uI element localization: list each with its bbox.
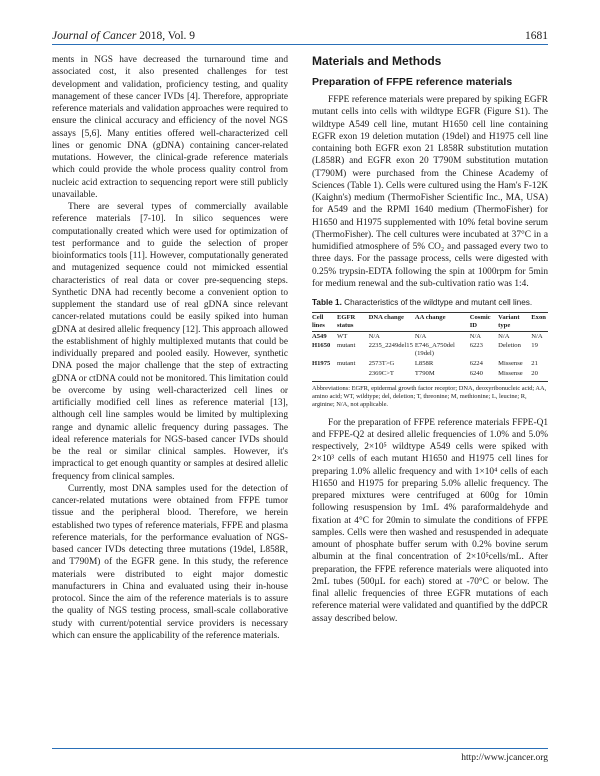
table-footnote: Abbreviations: EGFR, epidermal growth factor receptor; DNA, deoxyribonucleic acid; AA, amino acid; WT, wildtype; del, deletion; T, threonine; M, methionine; L, leucine; R, arginine; N/A, not applicable. [312,384,547,408]
table-cell: mutant [336,359,356,367]
journal-name: Journal of Cancer [52,30,137,42]
table-header-cell: EGFR status [337,313,369,332]
table-cell: 2369C>T [369,369,415,381]
table-header-cell: Cell lines [312,313,337,332]
left-paragraph-2: There are several types of commercially available reference materials [7-10]. In silico sequences were computationally created which were used for optimization of test performance and to guide the selection of proper bioinformatics tools [11]. However, computationally generated and mutagenized sequence could not mimicked essential characteristics of real data or cover pre-sequencing steps. Synthetic DNA had recently become a convenient option to supplement the standard use of real gDNA since relevant cancer-related mutations could be easily spiked into human gDNA at desired allelic frequency [12]. This approach allowed the establishment of highly multiplexed mutants that could be individually prepared and pooled easily. However, synthetic DNA posed the major challenge that the step of extracting gDNA or ctDNA could not be monitored. This limitation could be overcome by using well-characterized cell lines or artificially modified cell lines as reference material [13], although cell line samples would be limited by multiplexing range and dynamic allelic frequency during passages. The ideal reference materials for NGS-based cancer IVDs should be the real or similar clinical samples. However, it's impractical to get enough quantity or samples at desired allelic frequency from clinical samples. [52,202,288,482]
table-cell: Missense [498,359,523,367]
table-header-cell: Exon [531,313,548,332]
table-1 [312,298,548,409]
table-cell: E746_A750del (19del) [414,342,455,358]
table-cell: 2235_2249del15 [368,342,413,350]
left-column [52,54,288,642]
table-row [312,341,548,359]
right-column [312,54,548,625]
table-header-cell: Cosmic ID [470,313,498,332]
table-cell: 19 [531,342,538,350]
running-header [52,24,548,42]
left-paragraph-3: Currently, most DNA samples used for the detection of cancer-related mutations were obtained from FFPE tumor tissue and the peripheral blood. Therefore, we herein established two types of reference materials, FFPE and plasma reference materials, for the performance evaluation of NGS-based cancer IVDs detecting three mutations (19del, L858R, and T790M) of the EGFR gene. In this study, the reference materials were distributed to eight major domestic manufacturers in China and evaluated using their in-house protocol. Since the aim of the reference materials is to assure the quality of NGS testing process, small-scale collaborative study with current/potential service providers is necessary which can ensure the applicability of the reference materials. [52,483,288,641]
subsection-title: Preparation of FFPE reference materials [312,76,513,88]
cell-lines-table [312,312,548,382]
page-footer [52,748,548,763]
header-rule [52,44,548,45]
journal-volume: 2018, Vol. 9 [136,30,196,42]
table-cell [312,369,337,381]
journal-citation [52,30,195,42]
table-cell: 2573T>G [368,359,395,367]
table-header-cell: DNA change [369,313,415,332]
table-cell: N/A [498,332,510,340]
table-cell: WT [336,332,348,340]
table-cell: mutant [336,342,356,350]
methods-paragraph-2: For the preparation of FFPE reference materials FFPE-Q1 and FFPE-Q2 at desired allelic frequencies of 1.0% and 5.0% respectively, 2×10⁵ wildtype A549 cells were spiked with 2×10³ cells of each mutant H1650 and H1975 cell lines for preparing 1.0% allelic frequency and with 1×10⁴ cells of each H1650 and H1975 for preparing 5.0% allelic frequency. The prepared mixtures were centrifuged at 600g for 10min following resuspension by 1mL 4% paraformaldehyde and fixation at 4°C for 20min to simulate the conditions of FFPE samples. Cells were then washed and resuspended in adequate amount of phosphate buffer serum with 0.2% bovine serum albumin at the final concentration of 2×10⁵cells/mL. After preparation, the FFPE reference materials were aliquoted into 2mL tubes (500µL for each) stored at -70°C or below. The final allelic frequencies of three EGFR mutations of each reference material were validated and quantified by the ddPCR assay described below. [312,417,548,624]
table-cell: H1975 [312,359,331,367]
table-header-cell: AA change [415,313,470,332]
page-number: 1681 [525,30,548,42]
table-cell: T790M [415,369,470,381]
table-cell: 6223 [469,342,483,350]
table-row [312,359,548,369]
table-caption [312,298,548,308]
table-header-row [312,313,548,332]
table-cell: 6224 [469,359,483,367]
left-paragraph-1: ments in NGS have decreased the turnaround time and associated cost, it also presented challenges for test development and validation, proficiency testing, and quality management of these cancer IVDs [4]. Therefore, appropriate reference materials and validation approaches were required to ensure the clinical accuracy and efficiency of the novel NGS assays [5,6]. Many entities offered well-characterized cell lines or genomic DNA (gDNA) containing cancer-related mutations. However, the clinical-grade reference materials which could provide the whole process quality control from nucleic acid extraction to sequencing report were still publicly unavailable. [52,55,288,200]
methods-paragraph-1: FFPE reference materials were prepared by spiking EGFR mutant cells into cells with wildtype EGFR (Figure S1). The wildtype A549 cell line, mutant H1650 cell line containing EGFR exon 19 deletion mutation (19del) and H1975 cell line containing both EGFR exon 21 L858R substitution mutation (L858R) and EGFR exon 20 T790M substitution mutation (T790M) were purchased from the Chinese Academy of Sciences (Table 1). Cells were cultured using the Ham's F-12K (Kaighn's) medium (ThermoFisher Scientific Inc., MA, USA) for A549 and the RPMI 1640 medium (ThermoFisher) for H1650 and H1975 supplemented with 10% fetal bovine serum (ThermoFisher). The cell cultures were incubated at 37°C in a humidified atmosphere of 5% CO₂ and passaged every two to three days. For the passage process, cells were digested with 0.25% trypsin-EDTA following the spin at 1000rpm for 5min for medium renewal and the sub-cultivation ratio was 1:4. [312,95,548,289]
table-cell: N/A [469,332,482,340]
table-caption-label: Table 1. [312,298,342,307]
table-cell: N/A [368,332,380,340]
table-cell: H1650 [312,342,331,350]
table-cell [337,369,369,381]
table-header-cell: Variant type [498,313,531,332]
table-cell: Deletion [498,342,521,350]
table-cell: Missense [498,369,531,381]
table-cell: 6240 [470,369,498,381]
table-cell: 21 [531,359,538,367]
journal-url-link[interactable]: http://www.jcancer.org [461,753,548,763]
section-title: Materials and Methods [312,54,442,68]
table-cell: N/A [414,332,427,340]
table-cell: 20 [531,369,548,381]
table-row [312,331,548,341]
table-cell: N/A [531,332,543,340]
table-row [312,369,548,381]
table-cell: L858R [414,359,434,367]
table-cell: A549 [312,332,327,340]
table-caption-text: Characteristics of the wildtype and mutant cell lines. [341,298,533,307]
